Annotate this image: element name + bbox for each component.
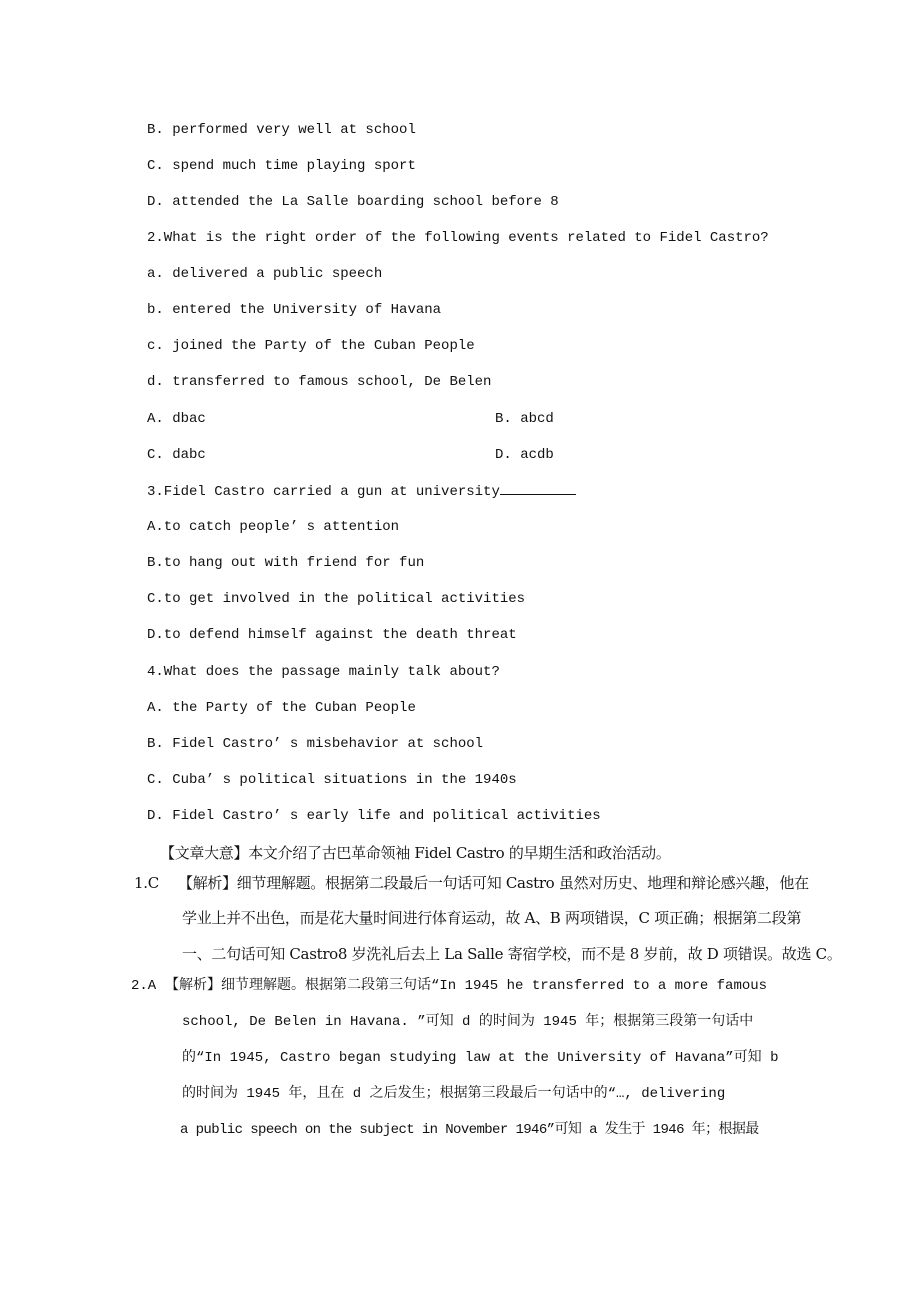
- q2-option-d: D. acdb: [495, 447, 554, 463]
- q1-option-d: D. attended the La Salle boarding school before 8: [147, 194, 559, 210]
- q2-event-b: b. entered the University of Havana: [147, 302, 442, 318]
- q2-option-c: C. dabc: [147, 447, 206, 463]
- q2-event-c: c. joined the Party of the Cuban People: [147, 338, 475, 354]
- q2-stem: 2.What is the right order of the following events related to Fidel Castro?: [147, 230, 769, 246]
- q3-option-c: C.to get involved in the political activities: [147, 591, 526, 607]
- answer2-line: 的“In 1945, Castro began studying law at the University of Havana”可知 b: [182, 1050, 779, 1066]
- q2-event-d: d. transferred to famous school, De Belen: [147, 374, 492, 390]
- q3-option-b: B.to hang out with friend for fun: [147, 555, 425, 571]
- answer1-line: 学业上并不出色，而是花大量时间进行体育运动，故 A、B 两项错误，C 项正确；根据第二段第: [182, 909, 802, 927]
- q2-option-a: A. dbac: [147, 411, 206, 427]
- q3-stem-line: [147, 482, 576, 501]
- answer2-line: a public speech on the subject in November 1946”可知 a 发生于 1946 年；根据最: [180, 1122, 759, 1138]
- summary: 【文章大意】本文介绍了古巴革命领袖 Fidel Castro 的早期生活和政治活动。: [160, 844, 671, 862]
- q4-option-c: C. Cuba’ s political situations in the 1940s: [147, 772, 517, 788]
- answer2-line: 的时间为 1945 年，且在 d 之后发生；根据第三段最后一句话中的“…, delivering: [182, 1086, 726, 1102]
- answer1-line: 【解析】细节理解题。根据第二段最后一句话可知 Castro 虽然对历史、地理和辩论感兴趣，他在: [178, 874, 809, 892]
- q3-option-d: D.to defend himself against the death threat: [147, 627, 517, 643]
- q4-option-a: A. the Party of the Cuban People: [147, 700, 416, 716]
- q4-stem: 4.What does the passage mainly talk about?: [147, 664, 500, 680]
- q4-option-d: D. Fidel Castro’ s early life and political activities: [147, 808, 601, 824]
- q1-option-b: B. performed very well at school: [147, 122, 416, 138]
- answer1-label: 1.C: [134, 874, 159, 892]
- q3-stem: 3.Fidel Castro carried a gun at university: [147, 484, 500, 500]
- q2-event-a: a. delivered a public speech: [147, 266, 383, 282]
- answer2-line: school, De Belen in Havana. ”可知 d 的时间为 1945 年；根据第三段第一句话中: [182, 1014, 754, 1030]
- answer1-line: 一、二句话可知 Castro8 岁洗礼后去上 La Salle 寄宿学校，而不是 8 岁前，故 D 项错误。故选 C。: [182, 945, 842, 963]
- q4-option-b: B. Fidel Castro’ s misbehavior at school: [147, 736, 484, 752]
- q3-option-a: A.to catch people’ s attention: [147, 519, 400, 535]
- answer-blank: [500, 482, 576, 495]
- q2-option-b: B. abcd: [495, 411, 554, 427]
- answer2-label: 2.A: [131, 978, 157, 994]
- q1-option-c: C. spend much time playing sport: [147, 158, 416, 174]
- answer2-line: 【解析】细节理解题。根据第二段第三句话“In 1945 he transferred to a more famous: [165, 978, 768, 994]
